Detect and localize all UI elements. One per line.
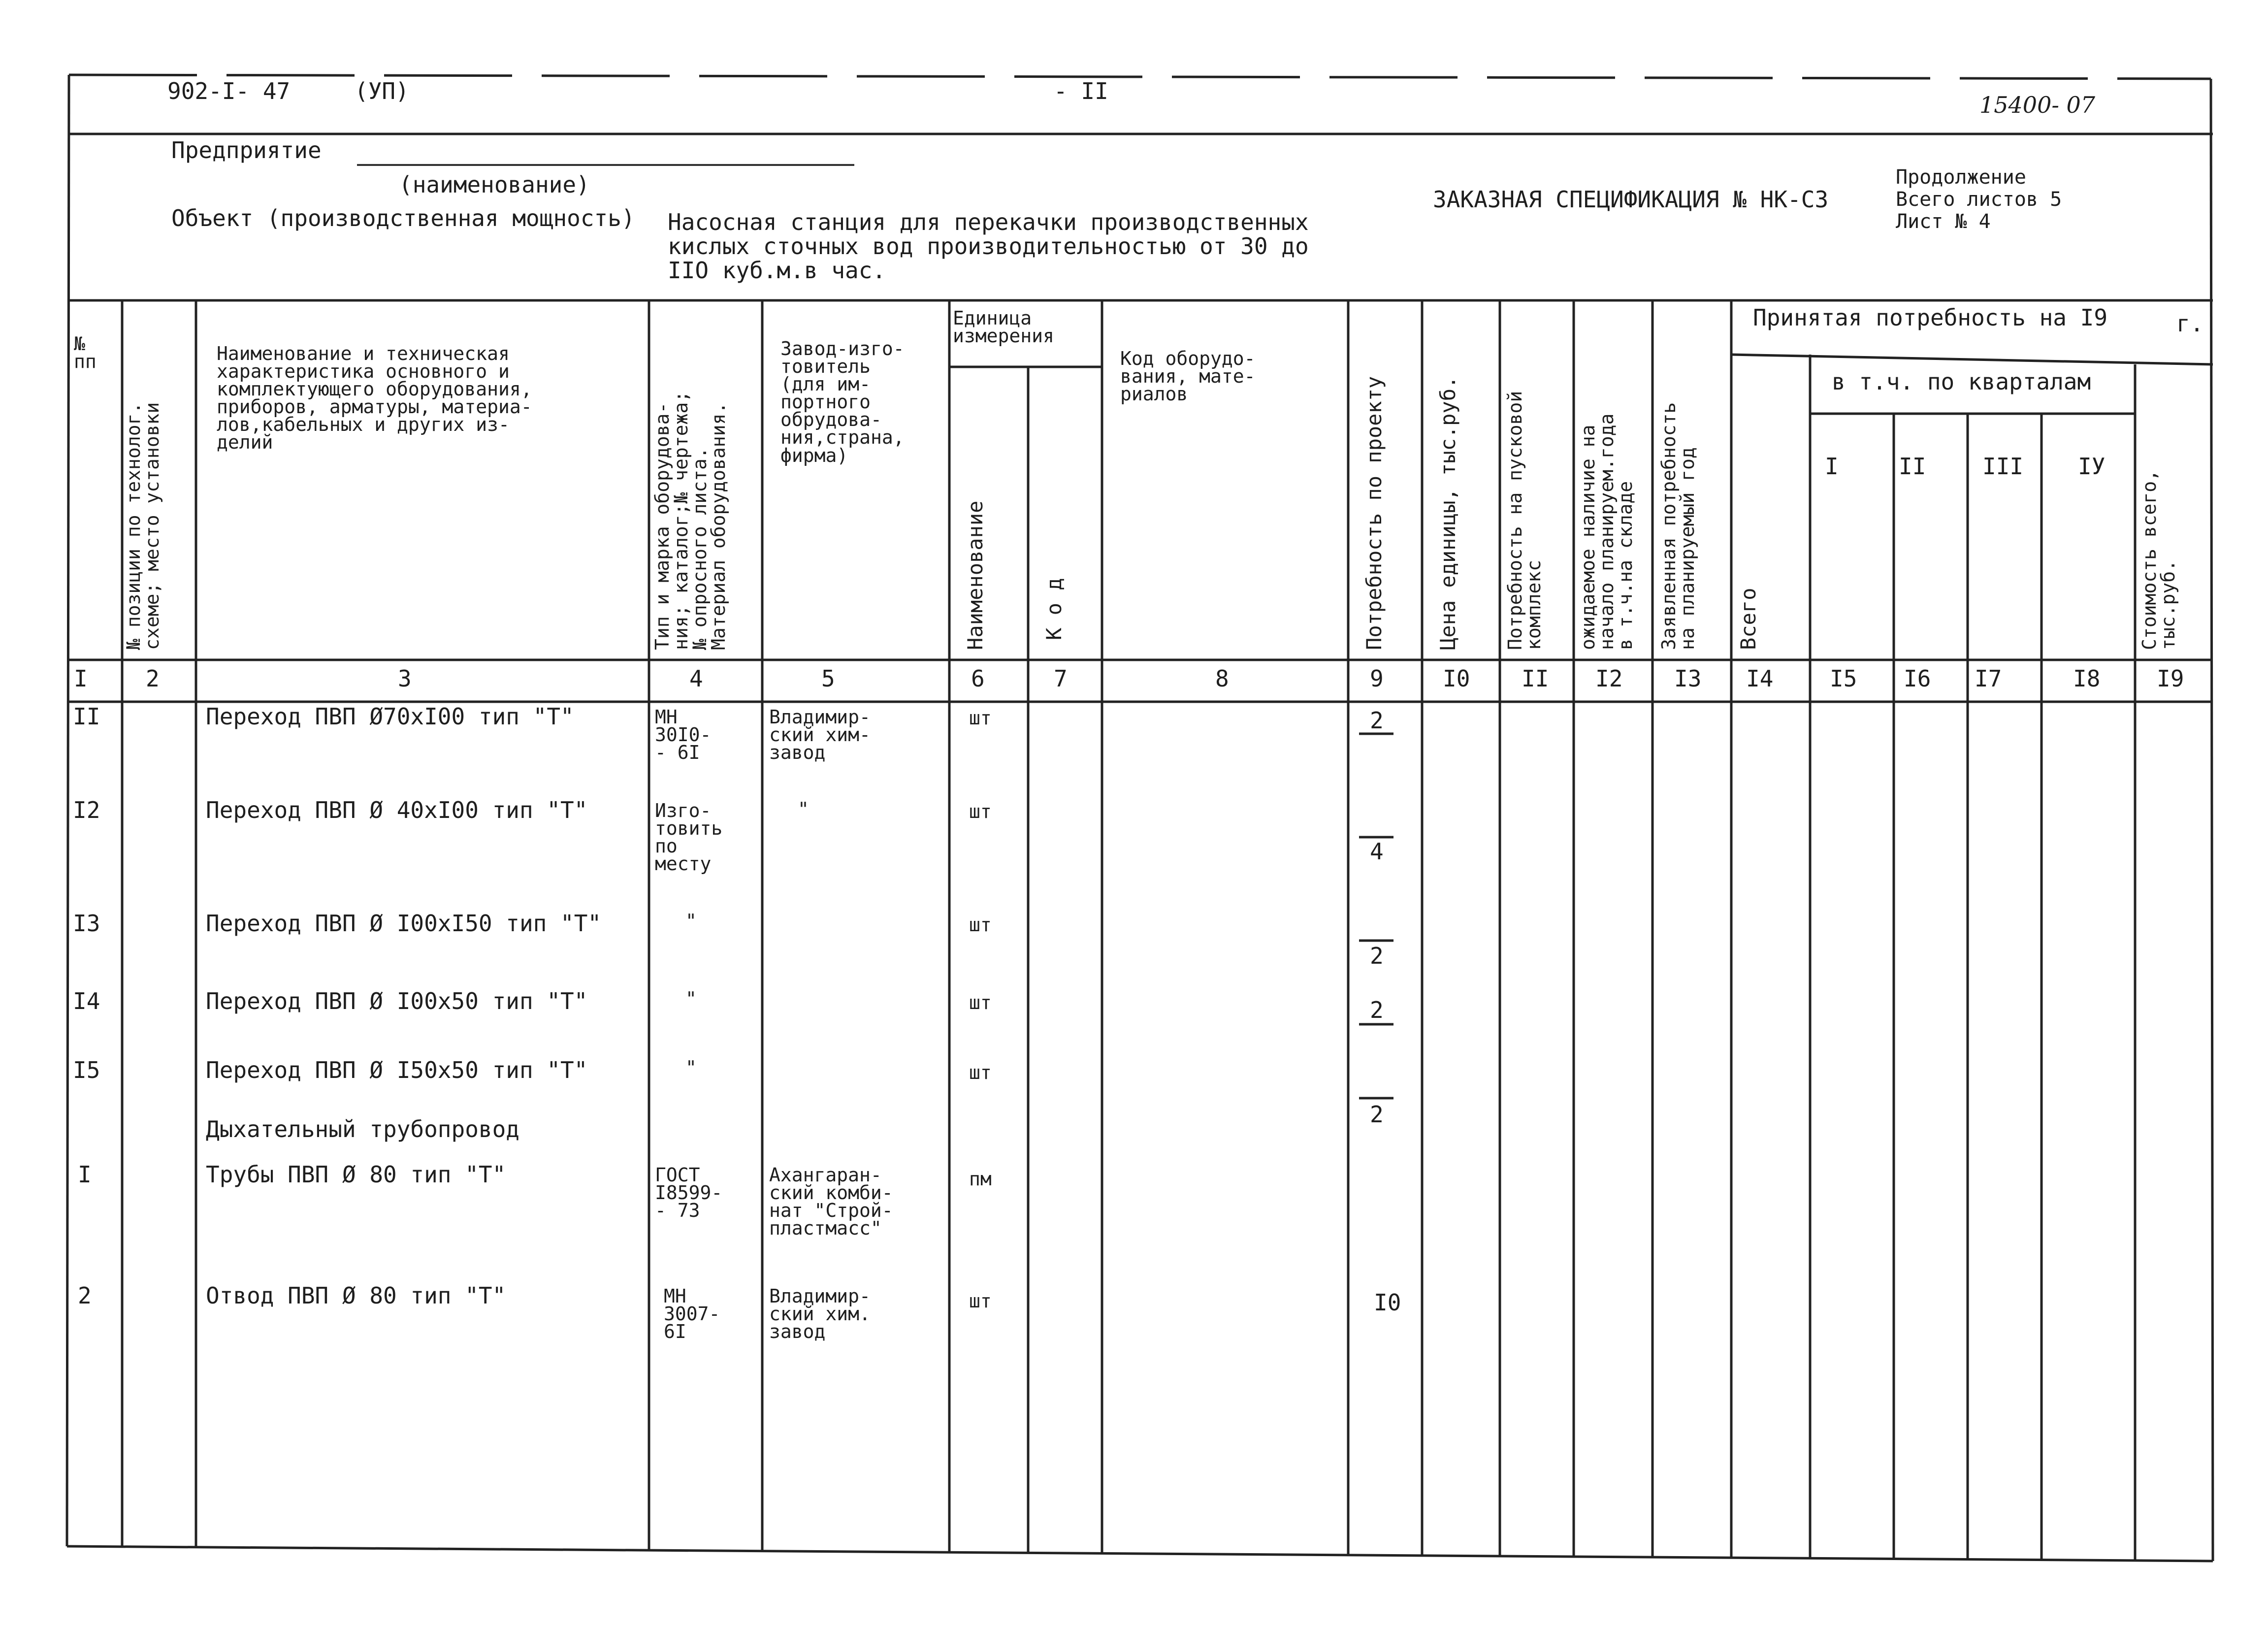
column-number: 7 bbox=[1054, 665, 1068, 692]
col-6-header: Наименование bbox=[963, 500, 987, 650]
column-number: I6 bbox=[1904, 665, 1931, 692]
item-maker: Ахангаран- ский комби- нат "Строй- пластмасс" bbox=[769, 1164, 893, 1239]
column-number: I5 bbox=[1830, 665, 1857, 692]
item-type: МН 30I0- - 6I bbox=[655, 706, 712, 764]
item-unit: шт bbox=[969, 707, 992, 729]
row-number: I5 bbox=[73, 1057, 100, 1083]
col-9-header: Потребность по проекту bbox=[1362, 376, 1386, 650]
item-type: " bbox=[685, 910, 697, 932]
item-type: " bbox=[685, 988, 697, 1010]
page-number: - II bbox=[1054, 78, 1108, 104]
item-unit: шт bbox=[969, 992, 992, 1013]
column-number: I bbox=[74, 665, 88, 692]
unit-group-header: Единица измерения bbox=[953, 307, 1054, 347]
item-maker: " bbox=[798, 798, 809, 820]
item-unit: шт bbox=[969, 1062, 992, 1083]
col-11-header: Потребность на пусковой комплекс bbox=[1504, 391, 1545, 650]
item-type: ГОСТ I8599- - 73 bbox=[655, 1164, 723, 1222]
object-line-3: IIO куб.м.в час. bbox=[668, 257, 886, 284]
row-number: I3 bbox=[73, 910, 100, 937]
item-type: МН 3007- 6I bbox=[664, 1285, 720, 1343]
column-number: 9 bbox=[1370, 665, 1384, 692]
object-label: Объект (производственная мощность) bbox=[171, 205, 635, 231]
col-12-header: ожидаемое наличие на начало планируем.года в т.ч.на складе bbox=[1577, 413, 1636, 650]
item-name: Трубы ПВП Ø 80 тип "Т" bbox=[206, 1161, 506, 1188]
item-unit: шт bbox=[969, 1290, 992, 1312]
column-number: 3 bbox=[398, 665, 412, 692]
row-number: II bbox=[73, 703, 100, 730]
row-number: I bbox=[78, 1161, 92, 1188]
quarter-2-header: II bbox=[1899, 453, 1926, 480]
item-name: Переход ПВП Ø I00х50 тип "Т" bbox=[206, 988, 588, 1014]
col-5-header: Завод-изго- товитель (для им- портного обрудова- ния,страна, фирма) bbox=[780, 338, 905, 466]
item-name: Переход ПВП Ø70хI00 тип "Т" bbox=[206, 703, 574, 730]
column-number: 6 bbox=[971, 665, 985, 692]
item-name: Переход ПВП Ø 40хI00 тип "Т" bbox=[206, 797, 588, 823]
col-14-header: Всего bbox=[1736, 587, 1760, 650]
col-2-header: № позиции по технолог. схеме; место установки bbox=[123, 402, 163, 650]
item-qty: 2 bbox=[1370, 1101, 1384, 1128]
column-number: 4 bbox=[689, 665, 703, 692]
accepted-year-suffix: г. bbox=[2176, 310, 2204, 337]
col-8-header: Код оборудо- вания, мате- риалов bbox=[1120, 348, 1256, 405]
col-1-header: № пп bbox=[74, 333, 97, 373]
column-number: II bbox=[1522, 665, 1549, 692]
item-maker: Владимир- ский хим- завод bbox=[769, 706, 871, 764]
item-name: Переход ПВП Ø I50х50 тип "Т" bbox=[206, 1057, 588, 1083]
col-7-header: К о д bbox=[1042, 578, 1066, 640]
column-number: I8 bbox=[2073, 665, 2101, 692]
item-unit: шт bbox=[969, 914, 992, 936]
item-qty: I0 bbox=[1374, 1289, 1401, 1316]
column-number: 8 bbox=[1215, 665, 1229, 692]
item-name: Переход ПВП Ø I00хI50 тип "Т" bbox=[206, 910, 602, 937]
row-number: I4 bbox=[73, 988, 100, 1014]
column-number: I7 bbox=[1975, 665, 2002, 692]
stamp-number: 15400- 07 bbox=[1979, 92, 2096, 118]
column-number: 5 bbox=[821, 665, 835, 692]
column-number: I0 bbox=[1443, 665, 1470, 692]
column-number: I4 bbox=[1746, 665, 1774, 692]
col-19-header: Стоимость всего, тыс.руб. bbox=[2138, 469, 2179, 650]
column-number: I3 bbox=[1674, 665, 1702, 692]
total-sheets: Всего листов 5 bbox=[1896, 188, 2062, 211]
doc-code: 902-I- 47 bbox=[167, 78, 291, 104]
col-10-header: Цена единицы, тыс.руб. bbox=[1436, 376, 1460, 650]
object-line-1: Насосная станция для перекачки производственных bbox=[668, 209, 1309, 235]
name-hint: (наименование) bbox=[399, 171, 590, 198]
item-type: Изго- товить по месту bbox=[655, 800, 723, 875]
continuation: Продолжение bbox=[1896, 166, 2026, 189]
item-type: " bbox=[685, 1057, 697, 1078]
item-name: Отвод ПВП Ø 80 тип "Т" bbox=[206, 1282, 506, 1309]
col-3-header: Наименование и техническая характеристика основного и комплектующего оборудования, приборов, арматуры, материа- лов,кабельных и других из- делий bbox=[217, 343, 532, 454]
quarter-4-header: IУ bbox=[2078, 453, 2106, 480]
quarters-header: в т.ч. по кварталам bbox=[1832, 368, 2091, 395]
row-number: I2 bbox=[73, 797, 100, 823]
item-unit: пм bbox=[969, 1168, 992, 1190]
accepted-header: Принятая потребность на I9 bbox=[1753, 304, 2108, 331]
column-number: I9 bbox=[2157, 665, 2184, 692]
col-4-header: Тип и марка оборудова- ния; каталог;№ чертежа; № опросного листа. Материал оборудования. bbox=[651, 391, 729, 650]
object-line-2: кислых сточных вод производительностью от 30 до bbox=[668, 233, 1309, 260]
column-number: 2 bbox=[146, 665, 160, 692]
quarter-3-header: III bbox=[1982, 453, 2024, 480]
section-title: Дыхательный трубопровод bbox=[206, 1116, 519, 1142]
item-qty: 2 bbox=[1370, 943, 1384, 969]
item-qty: 2 bbox=[1370, 707, 1384, 734]
column-number: I2 bbox=[1595, 665, 1623, 692]
item-qty: 4 bbox=[1370, 838, 1384, 865]
enterprise-label: Предприятие bbox=[171, 137, 322, 163]
sheet-number: Лист № 4 bbox=[1896, 210, 1991, 233]
quarter-1-header: I bbox=[1825, 453, 1839, 480]
row-number: 2 bbox=[78, 1282, 92, 1309]
item-maker: Владимир- ский хим. завод bbox=[769, 1285, 871, 1343]
album-code: (УП) bbox=[355, 78, 409, 104]
item-unit: шт bbox=[969, 801, 992, 822]
item-qty: 2 bbox=[1370, 997, 1384, 1023]
col-13-header: Заявленная потребность на планируемый год bbox=[1658, 402, 1698, 650]
spec-title: ЗАКАЗНАЯ СПЕЦИФИКАЦИЯ № НК-СЗ bbox=[1433, 186, 1829, 213]
